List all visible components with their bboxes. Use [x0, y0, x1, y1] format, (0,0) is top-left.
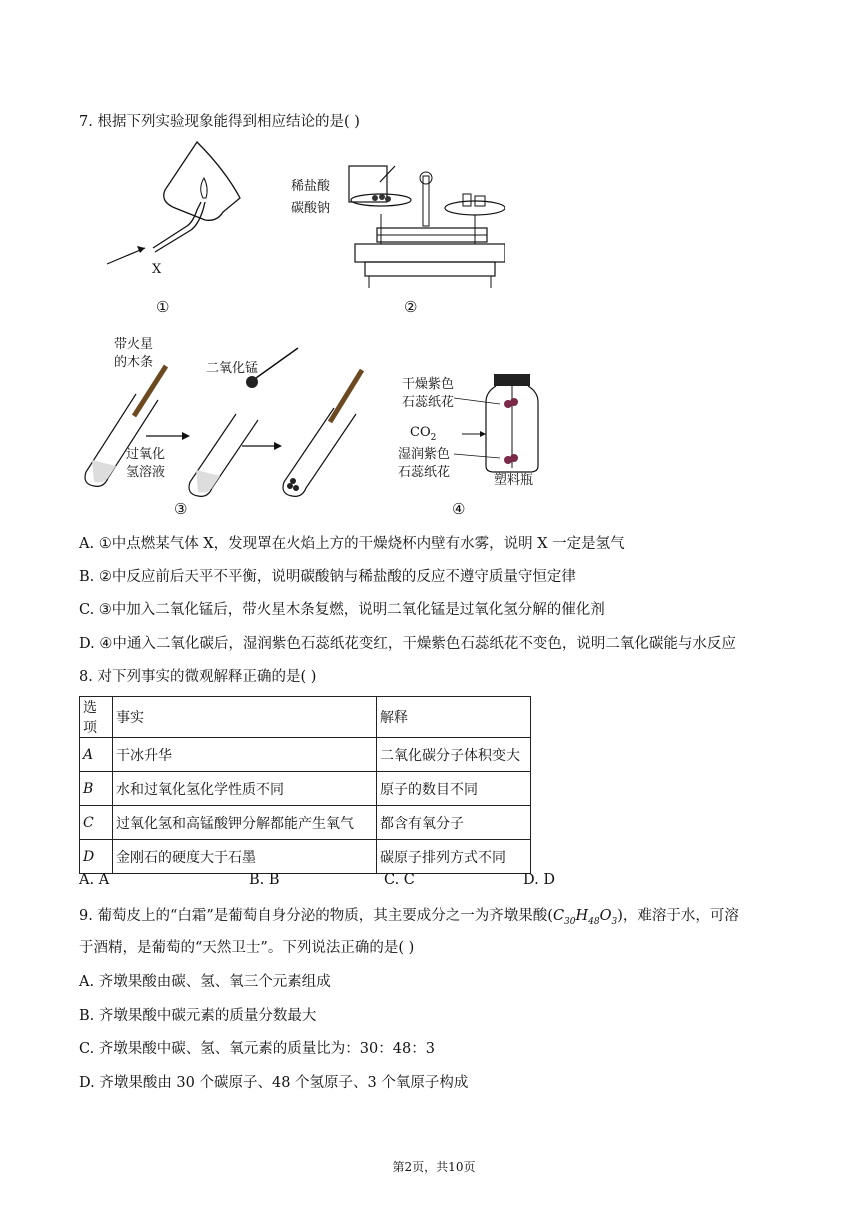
table-header-cell: 解释: [377, 697, 531, 738]
table-cell: B: [80, 772, 113, 806]
q7-option-b[interactable]: B. ②中反应前后天平不平衡，说明碳酸钠与稀盐酸的反应不遵守质量守恒定律: [79, 569, 576, 585]
figure-4-plastic-bottle: [390, 372, 550, 502]
q8-table: [79, 696, 531, 874]
table-cell: C: [80, 806, 113, 840]
table-row: [80, 840, 531, 874]
table-cell: 金刚石的硬度大于石墨: [113, 840, 377, 874]
q7-option-a[interactable]: A. ①中点燃某气体 X，发现罩在火焰上方的干燥烧杯内壁有水雾，说明 X 一定是氢气: [79, 536, 625, 552]
table-cell: 都含有氧分子: [377, 806, 531, 840]
q8-option-b[interactable]: B. B: [249, 872, 280, 888]
q7-stem: 7. 根据下列实验现象能得到相应结论的是( ): [79, 114, 360, 130]
fig4-dry-label-1: 干燥紫色: [402, 377, 455, 392]
fig3-solution-label-1: 过氧化: [126, 447, 166, 462]
table-header-cell: 事实: [113, 697, 377, 738]
q9-option-a[interactable]: A. 齐墩果酸由碳、氢、氧三个元素组成: [79, 974, 331, 990]
fig3-splint-label-2: 的木条: [114, 355, 154, 370]
fig2-salt-label: 碳酸钠: [291, 201, 331, 216]
q7-option-c[interactable]: C. ③中加入二氧化锰后，带火星木条复燃，说明二氧化锰是过氧化氢分解的催化剂: [79, 602, 605, 618]
fig4-bottle-label: 塑料瓶: [494, 473, 534, 488]
table-row: [80, 772, 531, 806]
fig3-splint-label-1: 带火星: [114, 337, 154, 352]
fig3-solution-label-2: 氢溶液: [126, 465, 166, 480]
figure-3-test-tubes: [78, 332, 378, 502]
q8-option-a[interactable]: A. A: [79, 872, 110, 888]
table-cell: 原子的数目不同: [377, 772, 531, 806]
fig1-x-label: X: [152, 262, 162, 277]
fig4-caption: ④: [452, 500, 466, 518]
fig2-acid-label: 稀盐酸: [291, 179, 331, 194]
q8-option-d[interactable]: D. D: [523, 872, 555, 888]
figure-2-balance: [285, 160, 505, 292]
figure-1-flame-beaker: [105, 140, 245, 280]
q9-option-b[interactable]: B. 齐墩果酸中碳元素的质量分数最大: [79, 1008, 317, 1024]
table-cell: D: [80, 840, 113, 874]
fig1-caption: ①: [156, 298, 170, 316]
fig4-gas-label: $CO_2$: [410, 425, 437, 443]
table-cell: A: [80, 738, 113, 772]
table-cell: 干冰升华: [113, 738, 377, 772]
q8-option-c[interactable]: C. C: [384, 872, 415, 888]
q9-stem-line2: 于酒精，是葡萄的“天然卫士”。下列说法正确的是( ): [79, 940, 415, 956]
table-cell: 水和过氧化氢化学性质不同: [113, 772, 377, 806]
q9-option-c[interactable]: C. 齐墩果酸中碳、氢、氧元素的质量比为：30：48：3: [79, 1041, 435, 1057]
q9-option-d[interactable]: D. 齐墩果酸由 30 个碳原子、48 个氢原子、3 个氧原子构成: [79, 1075, 469, 1091]
fig3-caption: ③: [174, 500, 188, 518]
table-cell: 二氧化碳分子体积变大: [377, 738, 531, 772]
q8-stem: 8. 对下列事实的微观解释正确的是( ): [79, 669, 317, 685]
table-row: [80, 738, 531, 772]
table-cell: 过氧化氢和高锰酸钾分解都能产生氧气: [113, 806, 377, 840]
q9-stem-line1: 9. 葡萄皮上的“白霜”是葡萄自身分泌的物质，其主要成分之一为齐墩果酸$(C_{30}H_{48}O_3)$，难溶于水，可溶: [79, 908, 739, 927]
q7-option-d[interactable]: D. ④中通入二氧化碳后，湿润紫色石蕊纸花变红，干燥紫色石蕊纸花不变色，说明二氧化碳能与水反应: [79, 636, 736, 652]
fig4-wet-label-2: 石蕊纸花: [398, 465, 451, 480]
fig4-wet-label-1: 湿润紫色: [398, 447, 451, 462]
table-row: [80, 806, 531, 840]
fig4-dry-label-2: 石蕊纸花: [402, 395, 455, 410]
page-footer: 第2页，共10页: [392, 1160, 476, 1174]
fig3-catalyst-label: 二氧化锰: [206, 361, 259, 376]
table-cell: 碳原子排列方式不同: [377, 840, 531, 874]
fig2-caption: ②: [404, 298, 418, 316]
table-header-cell: 选项: [80, 697, 113, 738]
table-header-row: [80, 697, 531, 738]
